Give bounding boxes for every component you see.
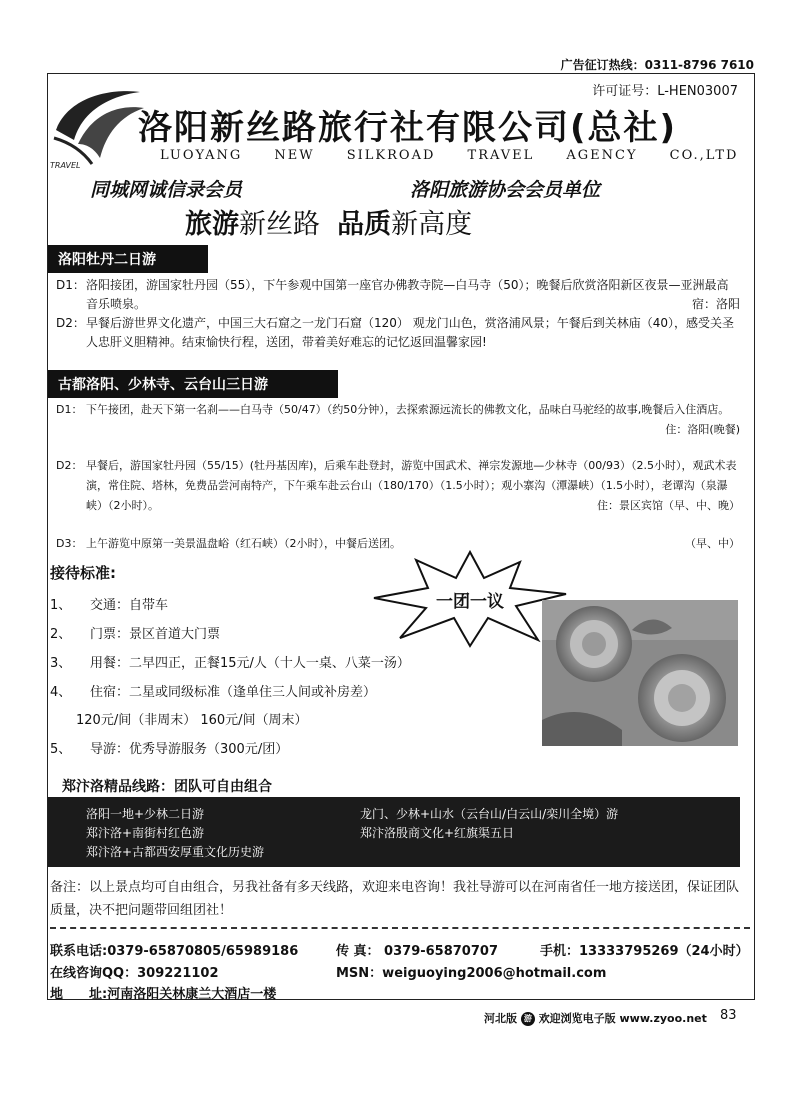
standard-item: 4、 住宿：二星或同级标准（逢单住三人间或补房差） [50,685,377,700]
tour2-day1-stay: 住：洛阳(晚餐) [665,423,740,436]
contact-msn: MSN：weiguoying2006@hotmail.com [336,966,607,981]
contact-qq: 在线咨询QQ：309221102 [50,966,219,981]
routes-title: 郑汴洛精品线路：团队可自由组合 [62,779,272,795]
page-footer: 河北版 游 欢迎浏览电子版 www.zyoo.net [484,1012,707,1025]
contact-fax: 传 真： 0379-65870707 [336,944,498,959]
tour1-day2: D2： 早餐后游世界文化遗产，中国三大石窟之一龙门石窟（120） 观龙门山色，赏洛浦风景；午餐后到关林庙（40），感受关圣人忠肝义胆精神。结束愉快行程，送团，带着美好难忘的记忆返回温馨家园! [56,316,734,349]
tour2-day2: D2： 早餐后，游国家牡丹园（55/15）(牡丹基因库)，后乘车赴登封，游览中国武术、禅宗发源地—少林寺（00/93）（2.5小时），观武术表演，常住院、塔林，免费品尝河南特产，下午乘车赴云台山（180/170）（1.5小时）；观小寨沟（潭瀑峡）（1.5小时），老谭沟（泉瀑峡）（2小时）。 住：景区宾馆（早、中、晚） [56,456,740,516]
standards-title: 接待标准: [50,564,116,582]
note-text: 备注：以上景点均可自由组合，另我社备有多天线路，欢迎来电咨询！我社导游可以在河南省任一地方接送团，保证团队质量，决不把问题带回组团社！ [50,880,740,918]
route-item: 郑汴洛殷商文化+红旗渠五日 [360,826,515,840]
tour1-title: 洛阳牡丹二日游 [48,245,208,273]
company-logo [48,78,148,170]
logo-travel-text: TRAVEL [50,161,81,170]
tour2-title: 古都洛阳、少林寺、云台山三日游 [48,370,338,398]
contact-phone: 联系电话:0379-65870805/65989186 [50,944,299,959]
license-number: 许可证号：L-HEN03007 [592,84,738,99]
route-item: 龙门、少林+山水（云台山/白云山/栾川全境）游 [360,807,619,821]
edition-badge-icon: 游 [521,1012,535,1026]
route-item: 郑汴洛+古都西安厚重文化历史游 [86,845,265,859]
standard-item-price: 120元/间（非周末） 160元/间（周末） [76,713,308,728]
contact-mobile: 手机：13333795269（24小时） [540,944,749,959]
tour1-day1-stay: 宿：洛阳 [691,297,740,311]
dashed-divider [50,927,750,929]
slogan: 旅游新丝路 品质新高度 [185,209,473,240]
peony-photo [542,600,738,746]
company-name-en: LUOYANG NEW SILKROAD TRAVEL AGENCY CO.,LTD [160,148,739,163]
starburst-badge [370,548,570,648]
tour2-day2-stay: 住：景区宾馆（早、中、晚） [597,499,740,512]
starburst-text: 一团一议 [436,592,504,612]
company-name: 洛阳新丝路旅行社有限公司(总社) [138,108,678,148]
route-item: 郑汴洛+南街村红色游 [86,826,205,840]
standard-item: 5、 导游：优秀导游服务（300元/团） [50,742,289,757]
tour2-day1: D1： 下午接团，赴天下第一名刹——白马寺（50/47）（约50分钟），去探索源远流长的佛教文化，品味白马驼经的故事,晚餐后入住酒店。 住：洛阳(晚餐) [56,400,740,440]
route-item: 洛阳一地+少林二日游 [86,807,205,821]
page-number: 83 [720,1008,737,1023]
member-left: 同城网诚信录会员 [90,179,243,201]
routes-panel [48,797,740,867]
contact-address: 地 址:河南洛阳关林康兰大酒店一楼 [50,987,277,1002]
standard-item: 1、 交通：自带车 [50,598,169,613]
tour2-day3: D3： 上午游览中原第一美景温盘峪（红石峡）（2小时），中餐后送团。 （早、中） [56,534,740,554]
standard-item: 2、 门票：景区首道大门票 [50,627,221,642]
standard-item: 3、 用餐：二早四正，正餐15元/人（十人一桌、八菜一汤） [50,656,410,671]
member-right: 洛阳旅游协会会员单位 [410,179,601,201]
tour1-day1: D1： 洛阳接团，游国家牡丹园（55），下午参观中国第一座官办佛教寺院—白马寺（50）；晚餐后欣赏洛阳新区夜景—亚洲最高音乐喷泉。 宿：洛阳 [56,276,740,314]
tour2-day3-meals: （早、中） [685,537,740,550]
ad-hotline: 广告征订热线：0311-8796 7610 [560,58,754,72]
